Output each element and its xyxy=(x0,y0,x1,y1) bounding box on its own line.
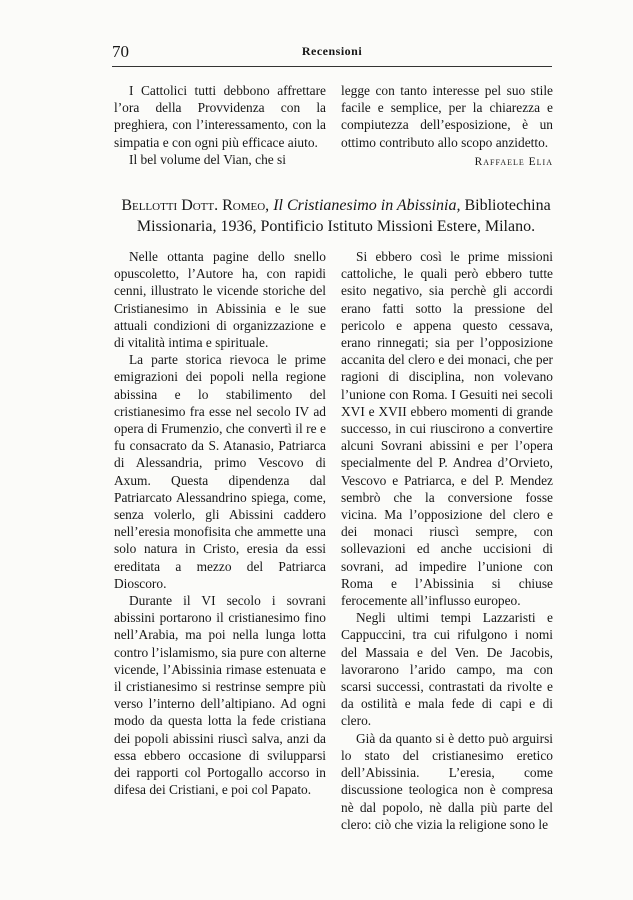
paragraph: La parte storica rievoca le prime emigrazioni dei popoli nella regione abissina e lo stabilimento del cristianesimo fra esse nel secolo IV ad opera di Frumenzio, che convertì il re e fu consacrato da S. Atanasio, Patriarca di Alessandria, primo Vescovo di Axum. Questa dipendenza dal Patriarcato Alessandrino spiega, come, senza volerlo, gli Abissini caddero nell’eresia monofisita che ammette una solo natura in Cristo, eresia da essi ereditata a mezzo del Patriarca Dioscoro. xyxy=(114,352,326,591)
book-author: Bellotti Dott. Romeo, xyxy=(121,197,270,214)
paragraph: Si ebbero così le prime missioni cattoliche, le quali però ebbero tutte esito negativo, sia perchè gli accordi erano fatti sotto la pressione del pericolo e appena questo cessava, erano rinnegati; sia per l’opposizione accanita del clero e dei monaci, che per ragioni di disciplina, non volevano l’unione con Roma. I Gesuiti nei secoli XVI e XVII ebbero momenti di grande successo, in cui riuscirono a convertire alcuni Sovrani abissini e per l’opera specialmente del P. Andrea d’Orvieto, Vescovo e Patriarca, e del P. Mendez sembrò che la conversione fosse vicina. Ma l’opposizione del clero e dei monaci riuscì sempre, con sollevazioni ed anche uccisioni di sovrani, ad impedire l’unione con Roma e l’Abissinia si chiuse ferocemente all’influsso europeo. xyxy=(341,249,553,609)
prev-review-column-left xyxy=(114,82,326,168)
review-column-left xyxy=(114,248,326,799)
prev-review-column-right xyxy=(341,82,553,171)
running-header xyxy=(112,40,552,67)
reviewer-signature: Raffaele Elia xyxy=(474,155,553,168)
book-title: Il Cristianesimo in Abissinia, xyxy=(273,197,461,214)
page-number: 70 xyxy=(112,42,129,61)
paragraph: Già da quanto si è detto può arguirsi lo stato del cristianesimo eretico dell’Abissinia. L’eresia, come discussione teologica non è compresa nè dal popolo, nè dalla più parte del clero: ciò che vizia la religione sono le xyxy=(341,730,553,832)
paragraph: Il bel volume del Vian, che si xyxy=(129,151,286,167)
paragraph: I Cattolici tutti debbono affrettare l’ora della Provvidenza con la preghiera, con l’interessamento, con la simpatia e con ogni più efficace aiuto. xyxy=(114,83,326,150)
paragraph: legge con tanto interesse pel suo stile facile e semplice, per la chiarezza e compiutezza dell’esposizione, è un ottimo contributo allo scopo anzidetto. xyxy=(341,83,553,150)
paragraph: Durante il VI secolo i sovrani abissini portarono il cristianesimo fino nell’Arabia, ma poi nella lunga lotta contro l’islamismo, sia pure con alterne vicende, l’Abissinia rimase estenuata e il cristianesimo si restrinse sempre più verso l’interno dell’altipiano. Ad ogni modo da questa lotta la fede cristiana dei popoli abissini riuscì salva, anzi da essa ebbero occasione di svilupparsi dei rapporti col Portogallo accorso in difesa dei Cristiani, e poi col Papato. xyxy=(114,593,326,798)
book-publisher: Bibliotechina Missionaria, 1936, Pontificio Istituto Missioni Estere, Milano. xyxy=(136,197,551,235)
bibliographic-entry xyxy=(102,195,570,237)
paragraph: Nelle ottanta pagine dello snello opuscoletto, l’Autore ha, con rapidi cenni, illustrato le vicende storiche del Cristianesimo in Abissinia e le sue attuali condizioni di organizzazione e di vitalità intima e spirituale. xyxy=(114,249,326,351)
paragraph: Negli ultimi tempi Lazzaristi e Cappuccini, tra cui rifulgono i nomi del Massaia e del Ven. De Jacobis, lavorarono l’arido campo, ma con scarsi successi, contrastati da rivolte e da ostilità e mala fede di capi e di clero. xyxy=(341,610,553,729)
review-column-right xyxy=(341,248,553,833)
running-title: Recensioni xyxy=(301,44,363,58)
